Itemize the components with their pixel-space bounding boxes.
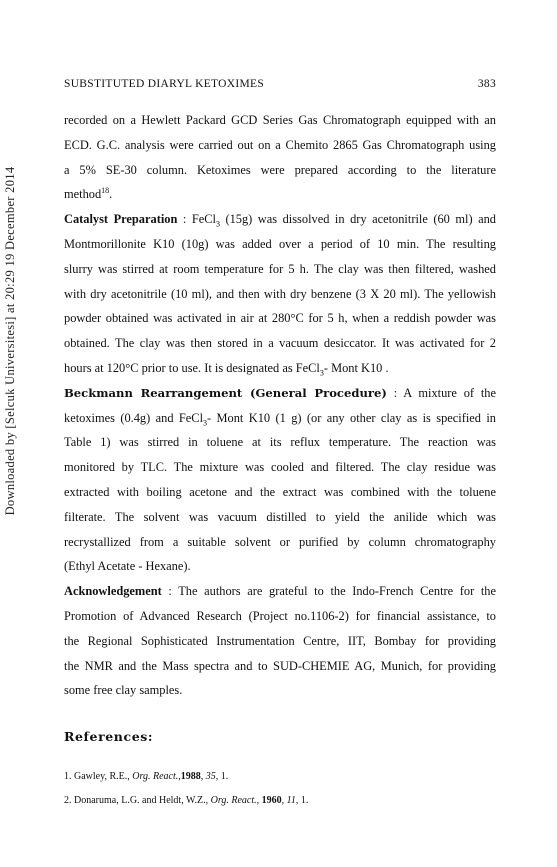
text-line	[64, 406, 496, 431]
journal-name: Org. React.	[210, 795, 257, 806]
text-span: 2. Donaruma, L.G. and Heldt, W.Z.,	[64, 795, 211, 806]
running-header	[64, 78, 496, 96]
section-heading-beckmann: Beckmann Rearrangement (General Procedure)	[64, 385, 387, 400]
reference-item: 1. Gawley, R.E., Org. React.,1988, 35, 1.	[64, 771, 229, 782]
running-title: SUBSTITUTED DIARYL KETOXIMES	[64, 78, 265, 90]
text-span: : The authors are grateful to the Indo-French Centre for the	[161, 584, 496, 599]
reference-year: 1960	[261, 795, 282, 806]
text-line: extracted with boiling acetone and the extract was combined with the toluene	[64, 484, 496, 499]
text-line: recrystallized from a suitable solvent or purified by column chromatography	[64, 534, 496, 549]
body-text	[64, 108, 496, 703]
text-line: a 5% SE-30 column. Ketoximes were prepared according to the literature	[64, 162, 496, 177]
text-line: Table 1) was stirred in toluene at its reflux temperature. The reaction was	[64, 435, 496, 450]
beckmann-paragraph-first-line	[64, 381, 496, 406]
journal-name: Org. React.	[132, 771, 179, 782]
text-span: hours at 120°C prior to use. It is designated as FeCl	[64, 360, 320, 375]
section-heading-catalyst: Catalyst Preparation	[64, 212, 178, 227]
text-line: recorded on a Hewlett Packard GCD Series Gas Chromatograph equipped with an	[64, 113, 496, 127]
text-span: method	[64, 187, 102, 202]
citation-superscript: 18	[101, 186, 110, 196]
references-heading: References:	[64, 729, 154, 744]
text-line: Montmorillonite K10 (10g) was added over a period of 10 min. The resulting	[64, 236, 496, 251]
text-line: the Regional Sophisticated Instrumentation Centre, IIT, Bombay for providing	[64, 633, 496, 648]
section-heading-acknowledgement: Acknowledgement	[64, 584, 162, 599]
download-watermark: Downloaded by [Selcuk Universitesi] at 20:29 19 December 2014	[3, 166, 17, 516]
catalyst-paragraph-first-line	[64, 207, 496, 232]
text-line: ECD. G.C. analysis were carried out on a Chemito 2865 Gas Chromatograph using	[64, 137, 496, 152]
acknowledgement-first-line	[64, 579, 496, 604]
text-line: (Ethyl Acetate - Hexane).	[64, 559, 191, 574]
subscript: 3	[203, 418, 208, 428]
page-number: 383	[477, 78, 496, 90]
text-line	[64, 182, 496, 207]
text-span: .	[109, 187, 113, 202]
text-line: with dry acetonitrile (10 ml), and then with dry benzene (3 X 20 ml). The yellowish	[64, 286, 496, 301]
text-span: 1. Gawley, R.E.,	[64, 771, 133, 782]
text-line: powder obtained was activated in air at 280°C for 5 h, when a reddish powder was	[64, 311, 496, 326]
reference-item: 2. Donaruma, L.G. and Heldt, W.Z., Org. React., 1960, 11, 1.	[64, 795, 309, 806]
text-span: - Mont K10 (1 g) (or any other clay as is specified in	[207, 410, 496, 425]
subscript: 3	[215, 219, 220, 229]
text-span: : A mixture of the	[386, 385, 496, 400]
text-line: obtained. The clay was then stored in a vacuum desiccator. It was activated for 2	[64, 336, 496, 351]
text-span: (15g) was dissolved in dry acetonitrile (60 ml) and	[219, 212, 496, 227]
reference-volume: 11	[286, 795, 296, 806]
text-line	[64, 356, 496, 381]
text-line: filterate. The solvent was vacuum distilled to yield the anilide which was	[64, 509, 496, 524]
text-span: , 1.	[295, 795, 309, 806]
text-span: , 1.	[215, 771, 229, 782]
text-line: slurry was stirred at room temperature for 5 h. The clay was then filtered, washed	[64, 261, 496, 276]
reference-volume: 35	[205, 771, 216, 782]
reference-year: 1988	[180, 771, 201, 782]
text-span: : FeCl	[177, 212, 216, 227]
text-span: - Mont K10 .	[323, 360, 389, 375]
subscript: 3	[319, 368, 324, 378]
text-line: the NMR and the Mass spectra and to SUD-CHEMIE AG, Munich, for providing	[64, 658, 496, 673]
text-span: ketoximes (0.4g) and FeCl	[64, 410, 204, 425]
text-line: some free clay samples.	[64, 683, 183, 698]
text-line: monitored by TLC. The mixture was cooled and filtered. The clay residue was	[64, 460, 496, 475]
text-line: Promotion of Advanced Research (Project no.1106-2) for financial assistance, to	[64, 608, 496, 623]
